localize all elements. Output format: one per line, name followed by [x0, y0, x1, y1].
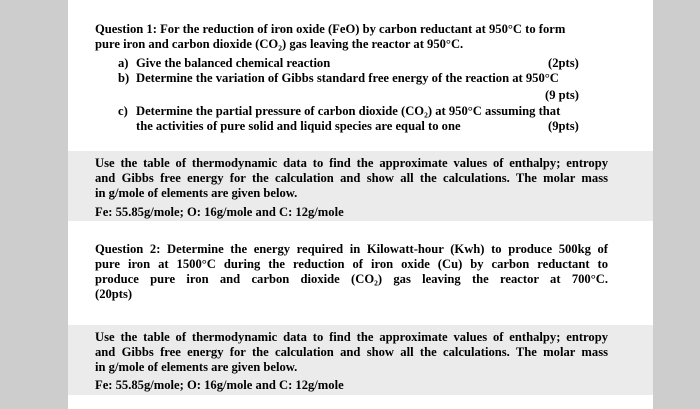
item-b-label: b): [118, 71, 130, 85]
item-a-points: (2pts): [548, 56, 579, 70]
note-2-line: in g/mole of elements are given below.: [95, 360, 298, 374]
molar-masses: Fe: 55.85g/mole; O: 16g/mole and C: 12g/mole: [95, 378, 344, 392]
item-b-points: (9 pts): [545, 88, 579, 102]
item-b-text: Determine the variation of Gibbs standard free energy of the reaction at 950°C: [136, 71, 559, 85]
note-1-line: and Gibbs free energy for the calculation and show all the calculations. The molar mass: [95, 171, 608, 185]
note-2-line: and Gibbs free energy for the calculation and show all the calculations. The molar mass: [95, 345, 608, 359]
question-2-line: Question 2: Determine the energy required in Kilowatt-hour (Kwh) to produce 500kg of: [95, 242, 608, 256]
item-c-label: c): [118, 104, 128, 118]
question-2-points: (20pts): [95, 287, 133, 301]
question-1-intro-cont: pure iron and carbon dioxide (CO₂) gas leaving the reactor at 950°C.: [95, 37, 464, 51]
item-c-text-cont: the activities of pure solid and liquid species are equal to one: [136, 119, 461, 133]
note-1-line: in g/mole of elements are given below.: [95, 186, 298, 200]
item-a-text: Give the balanced chemical reaction: [136, 56, 331, 70]
question-1-intro: Question 1: For the reduction of iron oxide (FeO) by carbon reductant at 950°C to form: [95, 22, 566, 36]
item-c-text: Determine the partial pressure of carbon dioxide (CO₂) at 950°C assuming that: [136, 104, 561, 118]
question-2-line: produce pure iron and carbon dioxide (CO₂) gas leaving the reactor at 700°C.: [95, 272, 608, 286]
molar-masses: Fe: 55.85g/mole; O: 16g/mole and C: 12g/mole: [95, 205, 344, 219]
note-2-line: Use the table of thermodynamic data to find the approximate values of enthalpy; entropy: [95, 330, 608, 344]
item-a-label: a): [118, 56, 129, 70]
item-c-points: (9pts): [548, 119, 579, 133]
question-2-line: pure iron at 1500°C during the reduction of iron oxide (Cu) by carbon reductant to: [95, 257, 608, 271]
note-1-line: Use the table of thermodynamic data to find the approximate values of enthalpy; entropy: [95, 156, 608, 170]
